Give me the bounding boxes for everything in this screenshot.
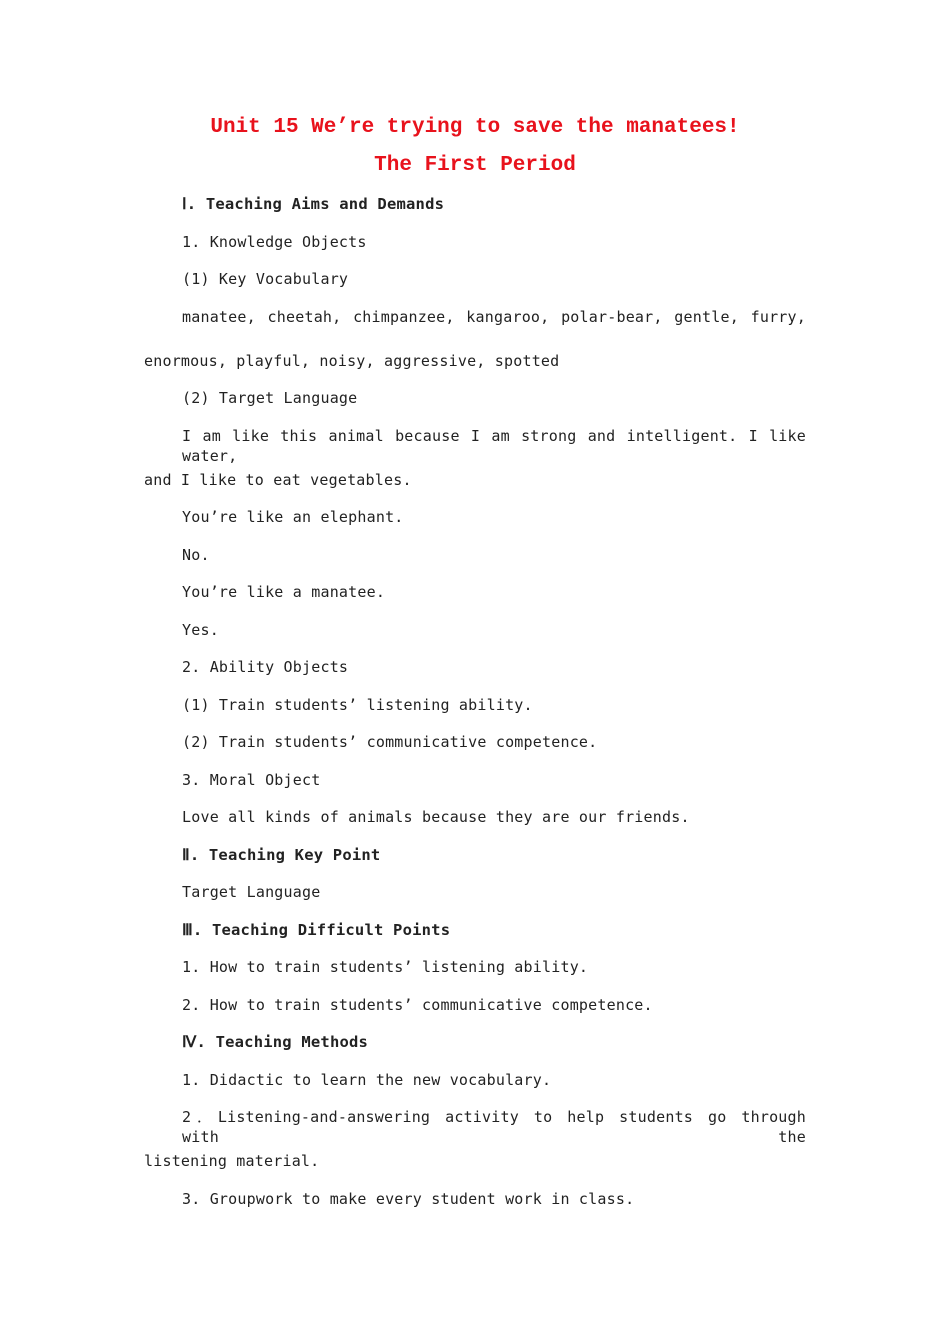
vocabulary-line-1: manatee, cheetah, chimpanzee, kangaroo, polar-bear, gentle, furry, (182, 308, 806, 326)
list-item: (1) Train students’ listening ability. (182, 696, 533, 714)
dialogue-line: You’re like an elephant. (182, 508, 404, 526)
subheading-moral-object: 3. Moral Object (182, 771, 321, 789)
list-item-continuation: listening material. (144, 1152, 320, 1170)
list-item: 3. Groupwork to make every student work in class. (182, 1190, 635, 1208)
subheading-knowledge-objects: 1. Knowledge Objects (182, 233, 367, 251)
section-heading-methods: Ⅳ. Teaching Methods (182, 1033, 369, 1051)
paragraph-line: Target Language (182, 883, 321, 901)
dialogue-line: You’re like a manatee. (182, 583, 386, 601)
subheading-key-vocabulary: (1) Key Vocabulary (182, 270, 349, 288)
list-item: 1. Didactic to learn the new vocabulary. (182, 1071, 552, 1089)
list-item: 2．Listening-and-answering activity to help students go through with the (182, 1108, 806, 1146)
list-item: 1. How to train students’ listening ability. (182, 958, 589, 976)
paragraph-line-2: and I like to eat vegetables. (144, 471, 412, 489)
document-subtitle: The First Period (374, 154, 576, 177)
document-title: Unit 15 We’re trying to save the manatees! (210, 116, 740, 139)
paragraph-line-1: I am like this animal because I am strong and intelligent. I like water, (182, 427, 806, 465)
dialogue-line: Yes. (182, 621, 219, 639)
paragraph-line: Love all kinds of animals because they are our friends. (182, 808, 690, 826)
list-item: 2. How to train students’ communicative competence. (182, 996, 653, 1014)
dialogue-line: No. (182, 546, 210, 564)
subheading-ability-objects: 2. Ability Objects (182, 658, 349, 676)
vocabulary-line-2: enormous, playful, noisy, aggressive, spotted (144, 352, 560, 370)
section-heading-difficult-points: Ⅲ. Teaching Difficult Points (182, 921, 451, 939)
section-heading-aims: Ⅰ. Teaching Aims and Demands (182, 195, 445, 213)
list-item: (2) Train students’ communicative competence. (182, 733, 598, 751)
subheading-target-language: (2) Target Language (182, 389, 358, 407)
section-heading-key-point: Ⅱ. Teaching Key Point (182, 846, 381, 864)
